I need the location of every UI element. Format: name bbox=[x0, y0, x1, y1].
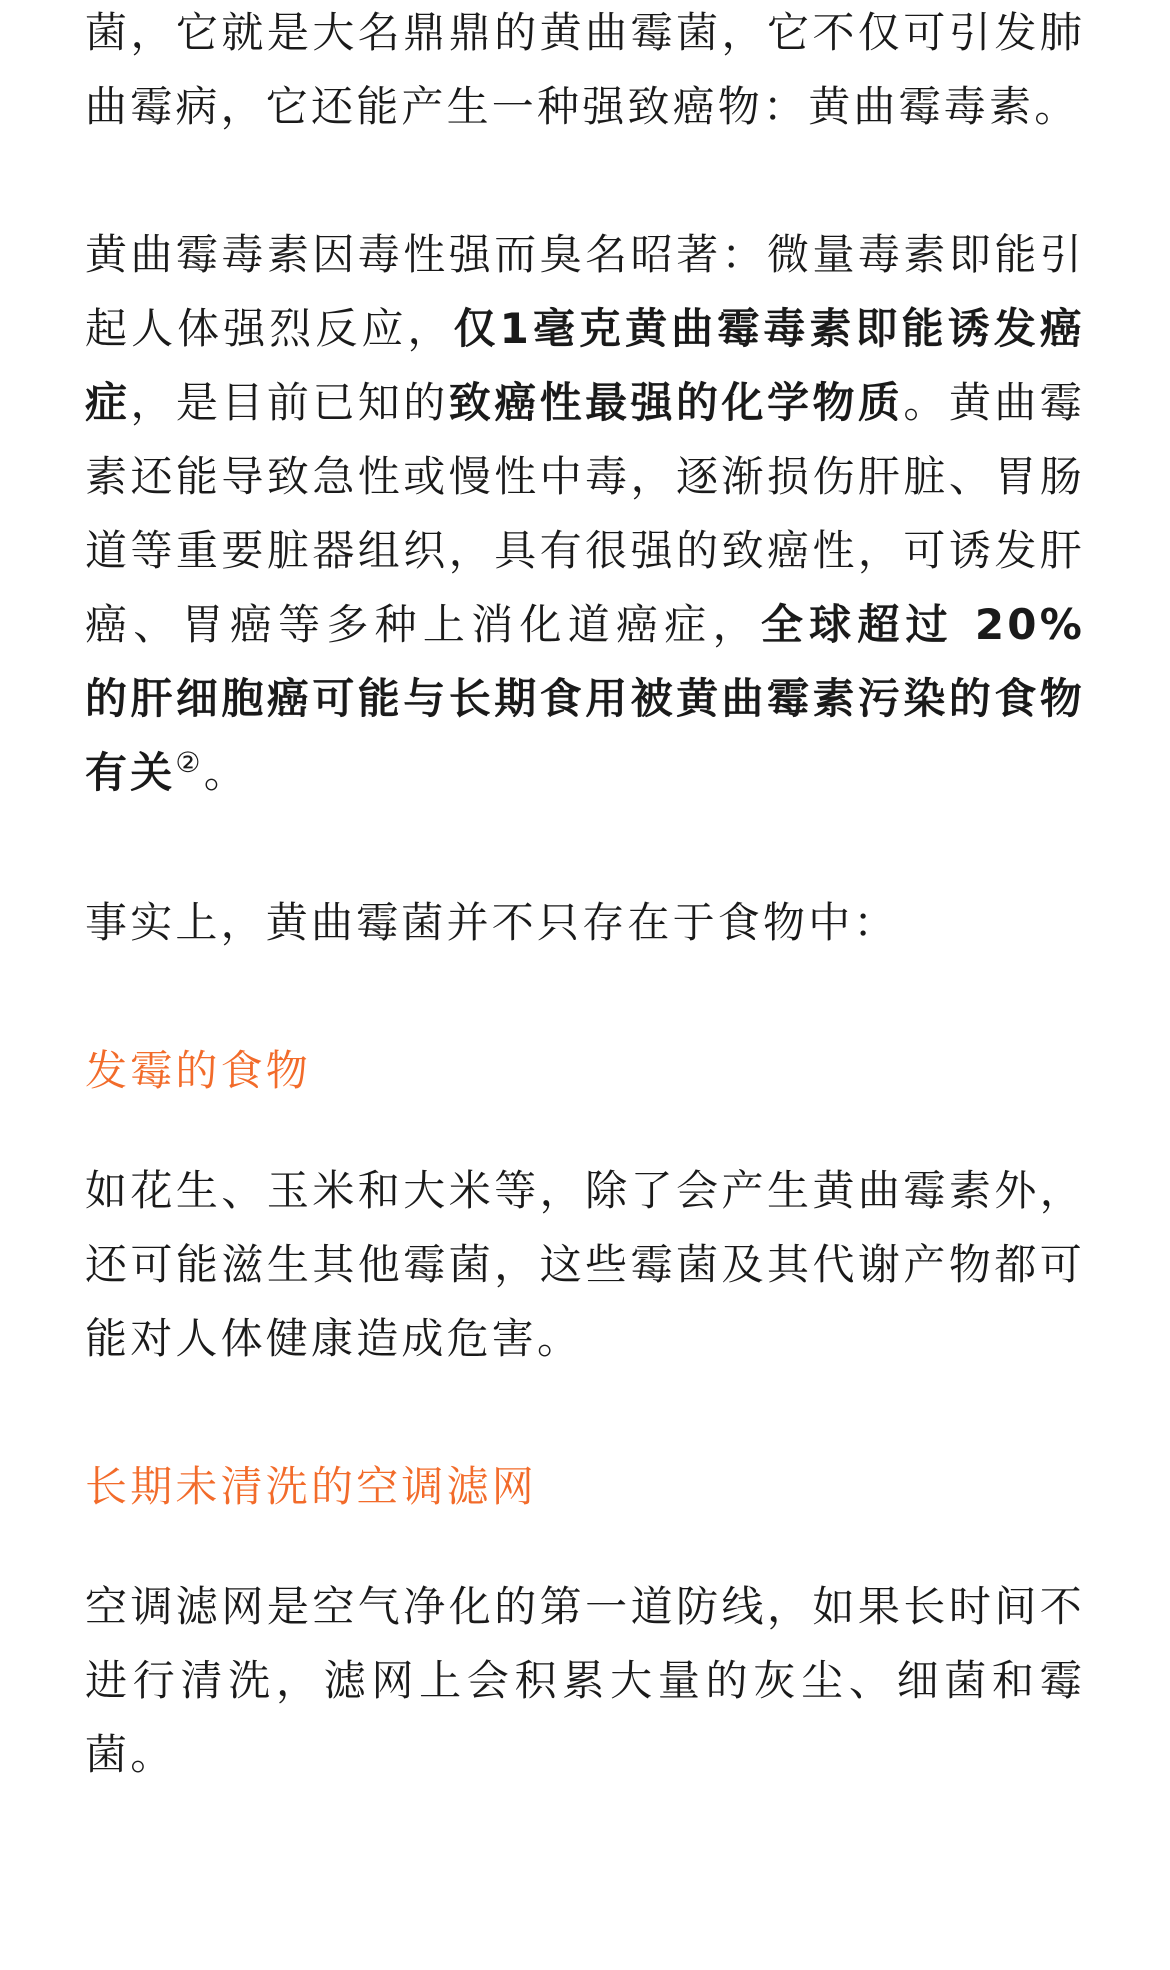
paragraph-text: 黄曲霉毒素因毒性强而臭名昭著：微量毒素即能引起人体强烈反应， bbox=[85, 230, 1085, 353]
paragraph-text: 如花生、玉米和大米等，除了会产生黄曲霉素外，还可能滋生其他霉菌，这些霉菌及其代谢产物都可能对人体健康造成危害。 bbox=[85, 1166, 1085, 1363]
article-body bbox=[85, 0, 1085, 1792]
section-heading-ac-filter: 长期未清洗的空调滤网 bbox=[85, 1462, 538, 1511]
section-heading-moldy-food: 发霉的食物 bbox=[85, 1046, 312, 1095]
paragraph-moldy-food bbox=[85, 1154, 1085, 1376]
paragraph-text: 。黄曲霉素还能导致急性或慢性中毒，逐渐损伤肝脏、胃肠道等重要脏器组织，具有很强的致癌性，可诱发肝癌、胃癌等多种上消化道癌症， bbox=[85, 378, 1085, 649]
paragraph-aspergillus-intro bbox=[85, 0, 1085, 144]
paragraph-ac-filter bbox=[85, 1570, 1085, 1792]
paragraph-text: ，是目前已知的 bbox=[130, 378, 449, 427]
paragraph-transition bbox=[85, 886, 1085, 960]
paragraph-text: 空调滤网是空气净化的第一道防线，如果长时间不进行清洗，滤网上会积累大量的灰尘、细菌和霉菌。 bbox=[85, 1582, 1085, 1779]
paragraph-aflatoxin-toxicity bbox=[85, 218, 1085, 810]
bold-emphasis: 仅1毫克黄曲霉毒素即能诱发癌症 bbox=[85, 304, 1085, 427]
paragraph-text: 。 bbox=[203, 748, 249, 797]
reference-marker[interactable]: ② bbox=[175, 746, 204, 779]
paragraph-text: 菌，它就是大名鼎鼎的黄曲霉菌，它不仅可引发肺曲霉病，它还能产生一种强致癌物：黄曲霉毒素。 bbox=[85, 8, 1085, 131]
paragraph-text: 事实上，黄曲霉菌并不只存在于食物中： bbox=[85, 898, 899, 947]
bold-emphasis: 全球超过 20% 的肝细胞癌可能与长期食用被黄曲霉素污染的食物有关 bbox=[85, 600, 1085, 797]
bold-emphasis: 致癌性最强的化学物质 bbox=[448, 378, 904, 427]
